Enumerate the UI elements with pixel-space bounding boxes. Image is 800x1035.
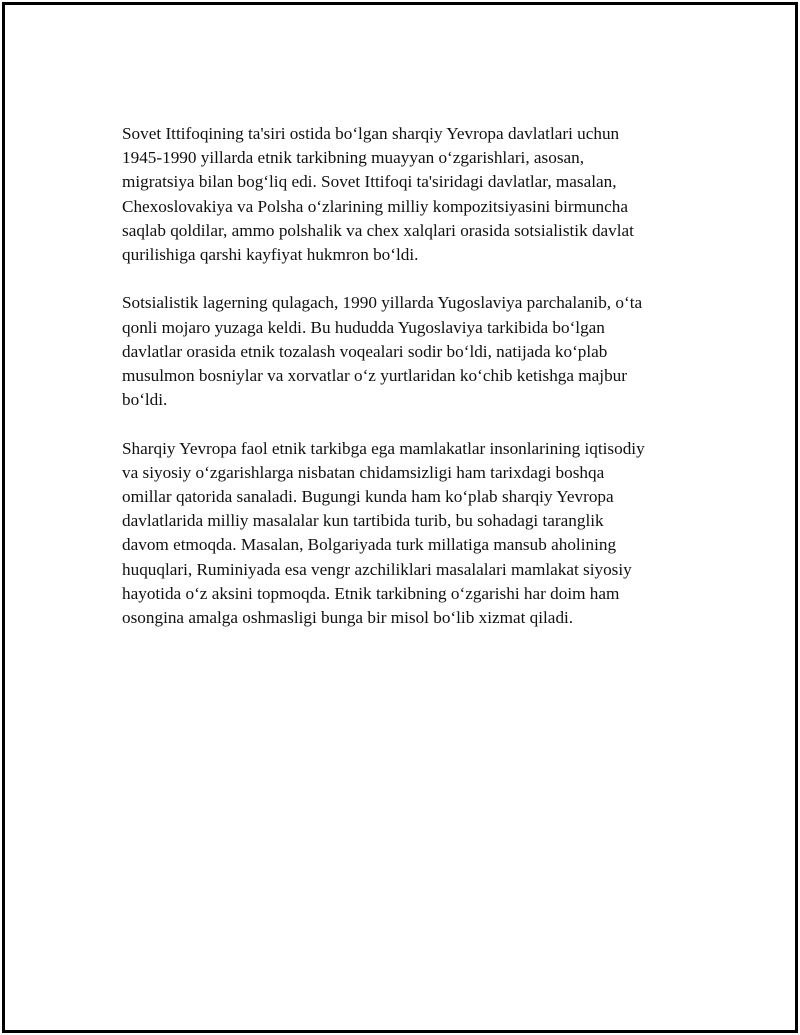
paragraph-1: Sovet Ittifoqining ta'siri ostida bo‘lgan sharqiy Yevropa davlatlari uchun 1945-1990 yillarda etnik tarkibning muayyan o‘zgarishlari, asosan, migratsiya bilan bog‘liq edi. Sovet Ittifoqi ta'siridagi davlatlar, masalan, Chexoslovakiya va Polsha o‘zlarining milliy kompozitsiyasini birmuncha saqlab qoldilar, ammo polshalik va chex xalqlari orasida sotsialistik davlat qurilishiga qarshi kayfiyat hukmron bo‘ldi. <box>122 124 634 265</box>
page-frame <box>2 2 798 1033</box>
paragraph-3: Sharqiy Yevropa faol etnik tarkibga ega mamlakatlar insonlarining iqtisodiy va siyosiy o‘zgarishlarga nisbatan chidamsizligi ham tarixdagi boshqa omillar qatorida sanaladi. Bugungi kunda ham ko‘plab sharqiy Yevropa davlatlarida milliy masalalar kun tartibida turib, bu sohadagi taranglik davom etmoqda. Masalan, Bolgariyada turk millatiga mansub aholining huquqlari, Ruminiyada esa vengr azchiliklari masalalari mamlakat siyosiy hayotida o‘z aksini topmoqda. Etnik tarkibning o‘zgarishi har doim ham osongina amalga oshmasligi bunga bir misol bo‘lib xizmat qiladi. <box>122 438 645 628</box>
paragraph-2: Sotsialistik lagerning qulagach, 1990 yillarda Yugoslaviya parchalanib, o‘ta qonli mojaro yuzaga keldi. Bu hududda Yugoslaviya tarkibida bo‘lgan davlatlar orasida etnik tozalash voqealari sodir bo‘ldi, natijada ko‘plab musulmon bosniylar va xorvatlar o‘z yurtlaridan ko‘chib ketishga majbur bo‘ldi. <box>122 293 643 410</box>
document-body <box>122 122 702 654</box>
